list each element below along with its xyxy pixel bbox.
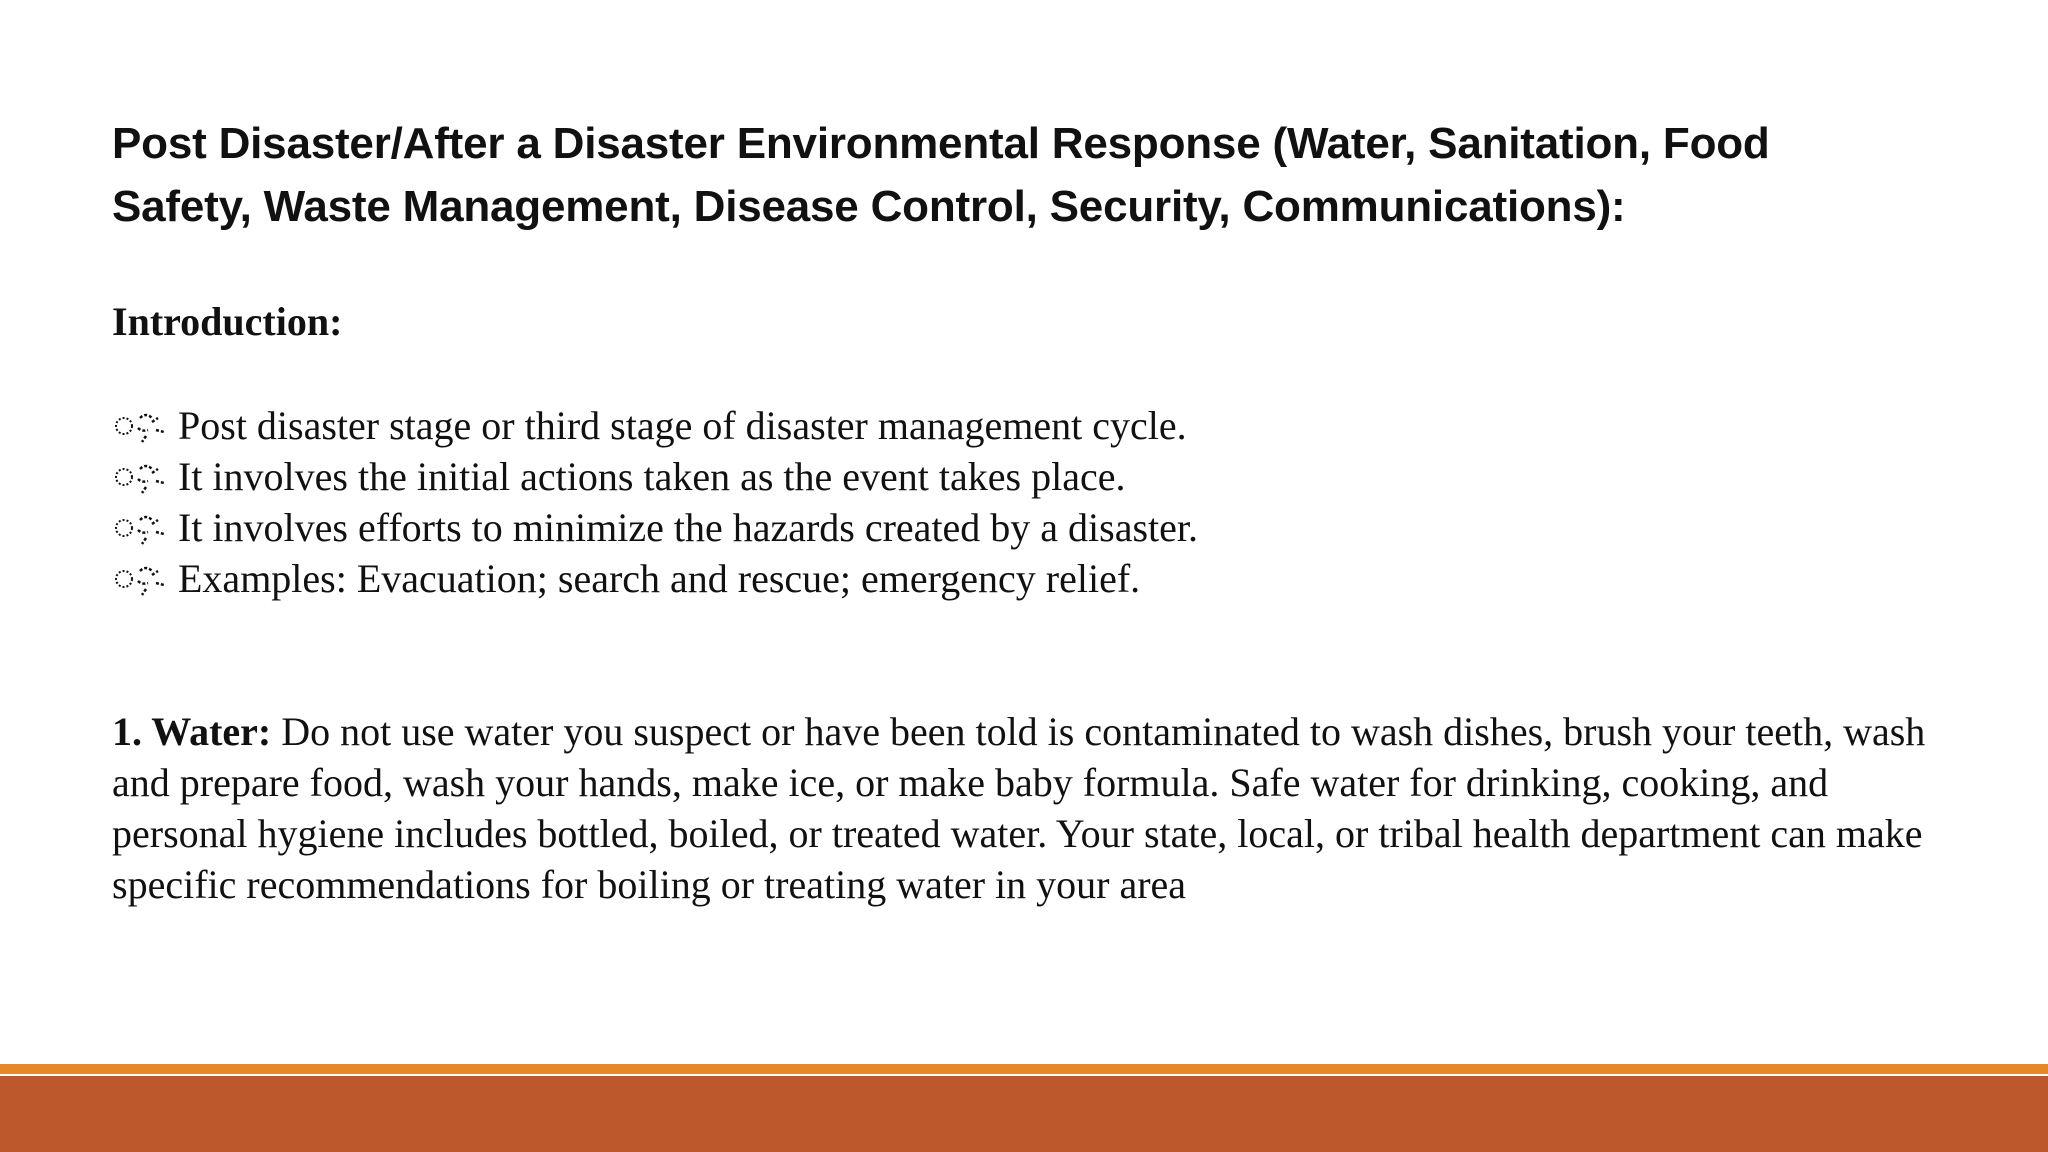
slide-title: Post Disaster/After a Disaster Environmental Response (Water, Sanitation, Food Safety, Waste Management, Disease Control, Security, Communications): xyxy=(112,119,1770,231)
dotted-circle-bullet-icon xyxy=(112,508,178,548)
bullet-item xyxy=(112,400,1198,451)
dotted-circle-bullet-icon xyxy=(112,406,178,446)
dotted-circle-bullet-icon xyxy=(112,457,178,497)
bullet-text: Examples: Evacuation; search and rescue; emergency relief. xyxy=(178,556,1141,601)
bullet-text: It involves efforts to minimize the hazards created by a disaster. xyxy=(178,505,1199,550)
footer-band xyxy=(0,1076,2048,1152)
intro-heading: Introduction: xyxy=(112,299,343,344)
footer-accent-line xyxy=(0,1064,2048,1074)
bullet-text: Post disaster stage or third stage of disaster management cycle. xyxy=(178,403,1187,448)
bullet-item xyxy=(112,502,1198,553)
water-label: 1. Water: xyxy=(112,709,272,754)
intro-bullet-list xyxy=(112,400,1198,604)
bullet-text: It involves the initial actions taken as the event takes place. xyxy=(178,454,1126,499)
bullet-item xyxy=(112,553,1198,604)
dotted-circle-bullet-icon xyxy=(112,559,178,599)
water-text: Do not use water you suspect or have been told is contaminated to wash dishes, brush your teeth, wash and prepare food, wash your hands, make ice, or make baby formula. Safe water for drinking, cooking, and personal hygiene includes bottled, boiled, or treated water. Your state, local, or tribal health department can make specific recommendations for boiling or treating water in your area xyxy=(112,709,1926,907)
water-paragraph xyxy=(112,706,1942,910)
bullet-item xyxy=(112,451,1198,502)
